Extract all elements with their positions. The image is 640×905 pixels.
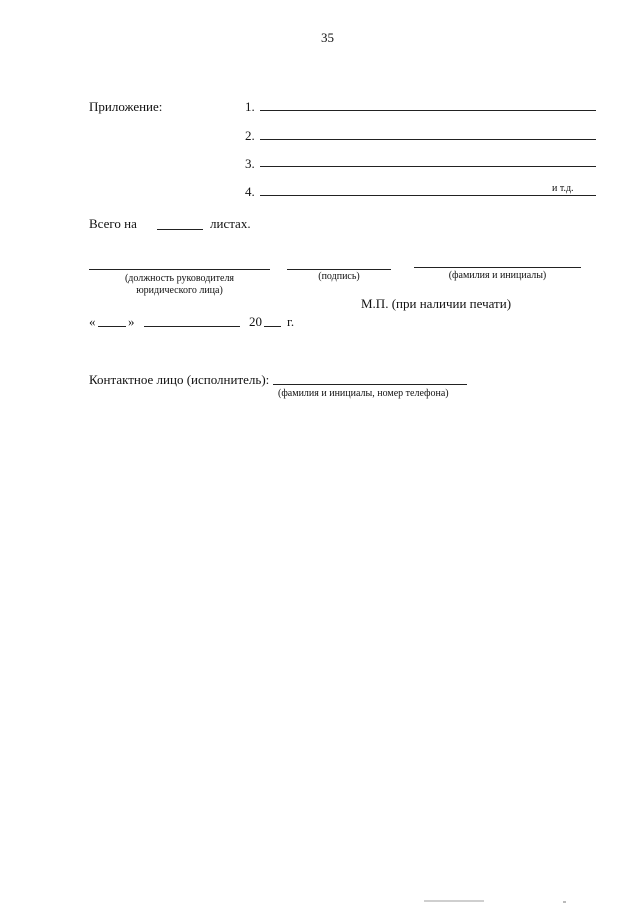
attachment-number-4: 4.	[245, 184, 255, 199]
page-number: 35	[321, 30, 334, 45]
sheets-count-line[interactable]	[157, 229, 203, 230]
date-year-suffix: г.	[287, 314, 295, 329]
stamp-note: М.П. (при наличии печати)	[361, 296, 512, 311]
signature-line[interactable]	[287, 269, 391, 270]
date-year-prefix: 20	[249, 314, 262, 329]
sheets-prefix: Всего на	[89, 216, 137, 231]
contact-line[interactable]	[273, 384, 467, 385]
attachment-number-3: 3.	[245, 156, 255, 171]
position-caption-line2: юридического лица)	[136, 285, 223, 296]
attachment-line-4[interactable]	[260, 195, 596, 196]
position-caption-line1: (должность руководителя	[124, 273, 235, 284]
attachment-number-1: 1.	[245, 99, 255, 114]
full-name-caption: (фамилия и инициалы)	[448, 270, 547, 281]
scan-artifact	[424, 900, 484, 902]
sheets-suffix: листах.	[210, 216, 251, 231]
date-year-line[interactable]	[264, 326, 281, 327]
contact-label: Контактное лицо (исполнитель):	[89, 372, 270, 387]
date-close-quote: »	[128, 314, 135, 329]
contact-caption: (фамилия и инициалы, номер телефона)	[278, 388, 449, 399]
attachment-line-3[interactable]	[260, 166, 596, 167]
signature-caption: (подпись)	[318, 271, 360, 282]
attachment-line-2[interactable]	[260, 139, 596, 140]
full-name-line[interactable]	[414, 267, 581, 268]
scan-artifact	[563, 901, 566, 903]
date-open-quote: «	[89, 314, 96, 329]
attachment-number-2: 2.	[245, 128, 255, 143]
date-month-line[interactable]	[144, 326, 240, 327]
attachments-label: Приложение:	[89, 99, 163, 114]
attachment-line-1[interactable]	[260, 110, 596, 111]
date-day-line[interactable]	[98, 326, 126, 327]
attachment-etc: и т.д.	[552, 183, 574, 194]
position-line[interactable]	[89, 269, 270, 270]
